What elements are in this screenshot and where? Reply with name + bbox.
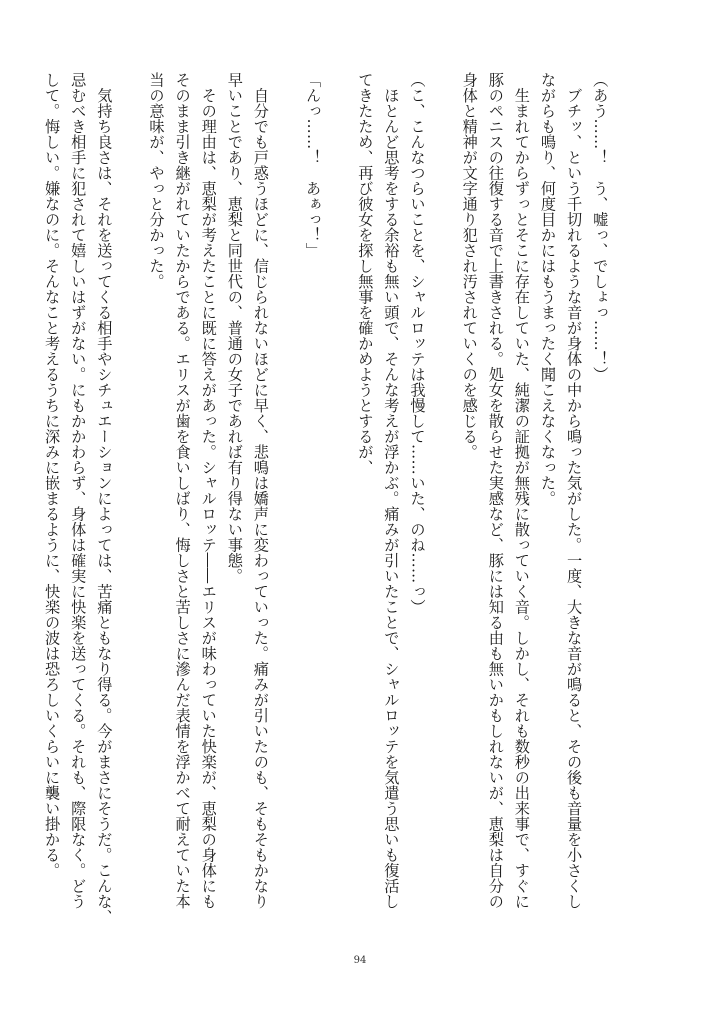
- text-line: そのまま引き継がれていたからである。エリスが歯を食いしばり、悔しさと苦しさに滲んだ表情を浮かべて耐えていた本: [173, 72, 192, 909]
- text-line: 生まれてからずっとそこに存在していた、純潔の証拠が無残に散っていく音。しかし、それも数秒の出来事で、すぐに: [512, 72, 531, 909]
- text-line: （こ、こんなつらいことを、シャルロッテは我慢して……いた、のね……っ）: [408, 72, 427, 615]
- text-line: ブチッ、という千切れるような音が身体の中から鳴った気がした。一度、大きな音が鳴ると、その後も音量を小さくし: [565, 72, 584, 909]
- text-line: 当の意味が、やっと分かった。: [147, 72, 166, 289]
- text-line: 「んっ……！ あぁっ！」: [304, 72, 323, 258]
- text-line: 豚のペニスの往復する音で上書きされる。処女を散らせた実感など、豚には知る由も無いかもしれないが、恵梨は自分の: [486, 72, 505, 909]
- text-line: して。悔しい。嫌なのに。そんなこと考えるうちに深みに嵌まるように、快楽の波は恐ろしいくらいに襲い掛かる。: [43, 72, 62, 878]
- text-line: 気持ち良さは、それを送ってくる相手やシチュエーションによっては、苦痛ともなり得る。今がまさにそうだ。こんな、: [95, 72, 114, 925]
- text-line: ほとんど思考をする余裕も無い頭で、そんな考えが浮かぶ。痛みが引いたことで、シャルロッテを気遣う思いも復活し: [382, 72, 401, 909]
- text-line: 自分でも戸惑うほどに、信じられないほどに早く、悲鳴は嬌声に変わっていった。痛みが引いたのも、そもそもかなり: [251, 72, 270, 909]
- text-line: （あう……！ う、嘘っ、でしょっ……！）: [591, 72, 610, 382]
- page-number: 94: [353, 955, 367, 966]
- text-line: 早いことであり、恵梨と同世代の、普通の女子であれば有り得ない事態。: [225, 72, 244, 584]
- text-line: 身体と精神が文字通り犯され汚されていくのを感じる。: [460, 72, 479, 460]
- text-line: てきたため、再び彼女を探し無事を確かめようとするが、: [356, 72, 375, 475]
- text-line: 忌むべき相手に犯されて嬉しいはずがない。にもかかわらず、身体は確実に快楽を送ってくる。それも、際限なく。どう: [69, 72, 88, 909]
- text-line: その理由は、恵梨が考えたことに既に答えがあった。シャルロッテ――エリスが味わっていた快楽が、恵梨の身体にも: [199, 72, 218, 909]
- text-line: ながらも鳴り、何度目かにはもうまったく聞こえなくなった。: [539, 72, 557, 506]
